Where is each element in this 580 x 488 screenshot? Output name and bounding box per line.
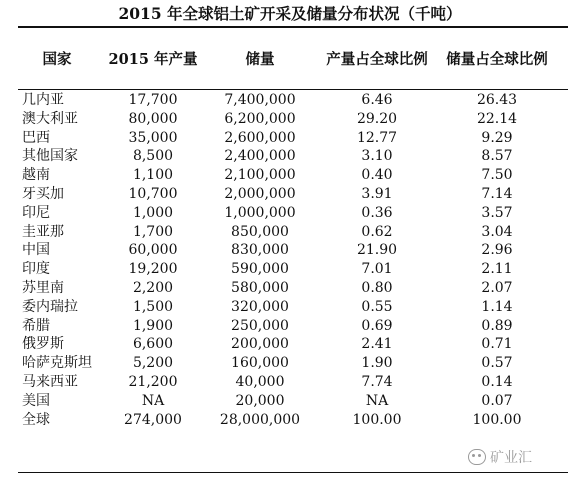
table-row bbox=[0, 354, 580, 373]
cell-production: 1,500 bbox=[132, 298, 174, 315]
cell-reserves: 830,000 bbox=[231, 242, 289, 259]
cell-country: 委内瑞拉 bbox=[22, 298, 78, 315]
cell-production: 10,700 bbox=[128, 185, 178, 202]
cell-reserves-share: 9.29 bbox=[481, 129, 513, 146]
cell-production-share: 29.20 bbox=[356, 110, 398, 127]
cell-reserves: 850,000 bbox=[231, 223, 289, 240]
header-country: 国家 bbox=[42, 51, 72, 68]
cell-country: 俄罗斯 bbox=[22, 336, 64, 353]
table-body bbox=[0, 91, 580, 429]
cell-production-share: 7.01 bbox=[361, 261, 393, 278]
cell-reserves: 7,400,000 bbox=[224, 92, 296, 108]
cell-production-share: 6.46 bbox=[361, 92, 393, 108]
cell-country: 巴西 bbox=[22, 129, 50, 146]
cell-reserves-share: 2.96 bbox=[481, 242, 513, 259]
cell-reserves-share: 0.89 bbox=[481, 317, 513, 334]
cell-country: 中国 bbox=[22, 242, 50, 259]
cell-reserves: 160,000 bbox=[231, 355, 289, 372]
cell-reserves-share: 0.57 bbox=[481, 355, 513, 372]
cell-country: 越南 bbox=[22, 167, 50, 184]
cell-production: 35,000 bbox=[128, 129, 178, 146]
cell-production-share: 0.55 bbox=[361, 298, 393, 315]
table-row bbox=[0, 279, 580, 298]
table-row bbox=[0, 241, 580, 260]
table-header bbox=[0, 49, 580, 71]
table-row bbox=[0, 204, 580, 223]
cell-country: 印度 bbox=[22, 261, 50, 278]
cell-production: 5,200 bbox=[132, 355, 174, 372]
header-reserves-share: 储量占全球比例 bbox=[446, 51, 548, 68]
cell-reserves-share: 100.00 bbox=[472, 411, 522, 428]
cell-country: 美国 bbox=[22, 392, 50, 409]
cell-production: 1,100 bbox=[132, 167, 174, 184]
bottom-rule bbox=[18, 472, 568, 473]
cell-reserves-share: 3.57 bbox=[481, 204, 513, 221]
cell-reserves: 590,000 bbox=[231, 261, 289, 278]
cell-production-share: 3.10 bbox=[361, 148, 393, 165]
cell-reserves: 200,000 bbox=[231, 336, 289, 353]
cell-production-share: NA bbox=[365, 392, 389, 409]
cell-reserves-share: 22.14 bbox=[476, 110, 518, 127]
table-row bbox=[0, 91, 580, 110]
cell-reserves: 2,100,000 bbox=[224, 167, 296, 184]
cell-production-share: 0.80 bbox=[361, 279, 393, 296]
cell-reserves-share: 2.11 bbox=[481, 261, 513, 278]
cell-production-share: 2.41 bbox=[361, 336, 393, 353]
cell-production: 274,000 bbox=[124, 411, 182, 428]
cell-country: 哈萨克斯坦 bbox=[22, 355, 92, 372]
cell-production: 2,200 bbox=[132, 279, 174, 296]
top-rule bbox=[18, 26, 568, 28]
cell-reserves: 580,000 bbox=[231, 279, 289, 296]
cell-production: 60,000 bbox=[128, 242, 178, 259]
cell-production: 6,600 bbox=[132, 336, 174, 353]
cell-reserves: 20,000 bbox=[235, 392, 285, 409]
cell-reserves-share: 2.07 bbox=[481, 279, 513, 296]
table-row bbox=[0, 110, 580, 129]
header-reserves: 储量 bbox=[245, 51, 275, 68]
cell-country: 全球 bbox=[22, 411, 50, 428]
header-rule bbox=[18, 89, 568, 90]
table-row bbox=[0, 129, 580, 148]
cell-production: 80,000 bbox=[128, 110, 178, 127]
cell-production: 17,700 bbox=[128, 92, 178, 108]
cell-reserves: 250,000 bbox=[231, 317, 289, 334]
cell-reserves-share: 26.43 bbox=[476, 92, 518, 108]
table-row bbox=[0, 147, 580, 166]
cell-reserves: 2,000,000 bbox=[224, 185, 296, 202]
cell-country: 澳大利亚 bbox=[22, 110, 78, 127]
cell-country: 其他国家 bbox=[22, 148, 78, 165]
table-row bbox=[0, 223, 580, 242]
cell-reserves-share: 8.57 bbox=[481, 148, 513, 165]
cell-country: 圭亚那 bbox=[22, 223, 64, 240]
cell-production: 1,900 bbox=[132, 317, 174, 334]
table-row bbox=[0, 411, 580, 430]
table-row bbox=[0, 166, 580, 185]
cell-production-share: 21.90 bbox=[356, 242, 398, 259]
watermark bbox=[468, 447, 532, 467]
cell-production: 1,700 bbox=[132, 223, 174, 240]
cell-reserves-share: 7.50 bbox=[481, 167, 513, 184]
chat-bubble-icon bbox=[468, 449, 486, 465]
table-row bbox=[0, 185, 580, 204]
table-row bbox=[0, 298, 580, 317]
cell-production: 1,000 bbox=[132, 204, 174, 221]
cell-reserves: 2,400,000 bbox=[224, 148, 296, 165]
cell-production: 19,200 bbox=[128, 261, 178, 278]
cell-production-share: 0.40 bbox=[361, 167, 393, 184]
cell-country: 牙买加 bbox=[22, 185, 64, 202]
header-production-share: 产量占全球比例 bbox=[326, 51, 428, 68]
cell-reserves-share: 1.14 bbox=[481, 298, 513, 315]
cell-reserves-share: 7.14 bbox=[481, 185, 513, 202]
cell-reserves-share: 3.04 bbox=[481, 223, 513, 240]
watermark-text: 矿业汇 bbox=[490, 450, 532, 466]
cell-country: 马来西亚 bbox=[22, 373, 78, 390]
cell-reserves-share: 0.71 bbox=[481, 336, 513, 353]
table-row bbox=[0, 260, 580, 279]
cell-reserves: 6,200,000 bbox=[224, 110, 296, 127]
cell-reserves: 1,000,000 bbox=[224, 204, 296, 221]
cell-production-share: 0.62 bbox=[361, 223, 393, 240]
cell-production: 21,200 bbox=[128, 373, 178, 390]
cell-production-share: 12.77 bbox=[356, 129, 398, 146]
header-production: 2015 年产量 bbox=[108, 51, 198, 68]
table-row bbox=[0, 373, 580, 392]
cell-reserves: 320,000 bbox=[231, 298, 289, 315]
cell-reserves: 28,000,000 bbox=[219, 411, 301, 428]
cell-reserves-share: 0.07 bbox=[481, 392, 513, 409]
cell-country: 希腊 bbox=[22, 317, 50, 334]
cell-country: 印尼 bbox=[22, 204, 50, 221]
cell-production: NA bbox=[141, 392, 165, 409]
table-row bbox=[0, 335, 580, 354]
cell-reserves-share: 0.14 bbox=[481, 373, 513, 390]
table-row bbox=[0, 392, 580, 411]
cell-country: 苏里南 bbox=[22, 279, 64, 296]
cell-production-share: 0.69 bbox=[361, 317, 393, 334]
cell-production: 8,500 bbox=[132, 148, 174, 165]
cell-production-share: 1.90 bbox=[361, 355, 393, 372]
cell-production-share: 3.91 bbox=[361, 185, 393, 202]
cell-production-share: 7.74 bbox=[361, 373, 393, 390]
table-row bbox=[0, 317, 580, 336]
cell-reserves: 2,600,000 bbox=[224, 129, 296, 146]
cell-production-share: 100.00 bbox=[352, 411, 402, 428]
cell-production-share: 0.36 bbox=[361, 204, 393, 221]
table-title: 2015 年全球铝土矿开采及储量分布状况（千吨） bbox=[118, 4, 462, 23]
cell-reserves: 40,000 bbox=[235, 373, 285, 390]
cell-country: 几内亚 bbox=[22, 92, 64, 108]
